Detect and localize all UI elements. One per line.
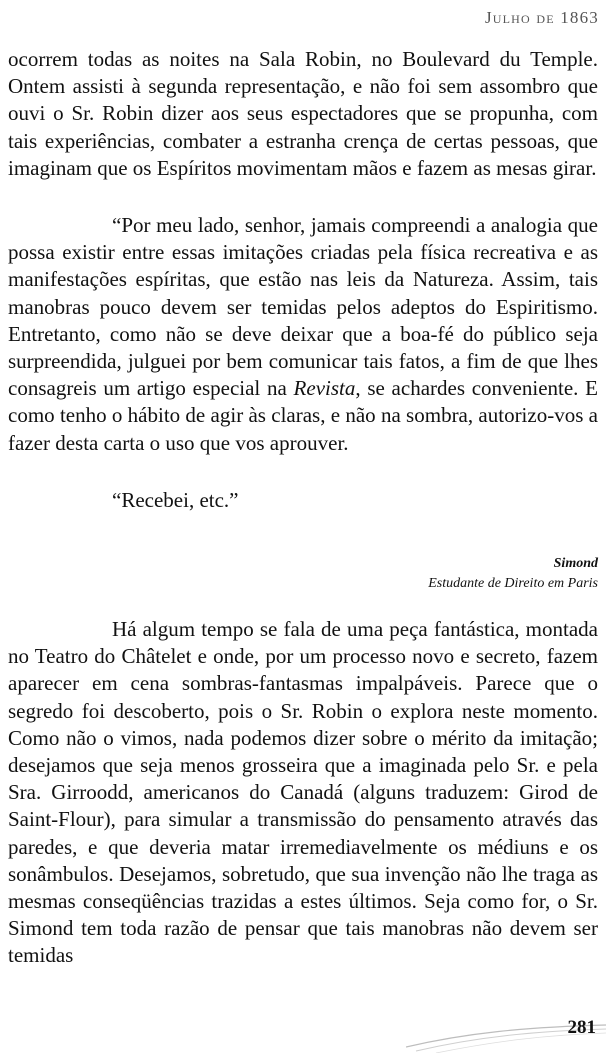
page-body	[8, 46, 598, 970]
paragraph-spacer	[8, 594, 598, 616]
revista-italic: Revista	[293, 376, 356, 401]
signature-affiliation: Estudante de Direito em Paris	[428, 576, 598, 592]
paragraph-1: ocorrem todas as noites na Sala Robin, no Boulevard du Temple. Ontem assisti à segunda representação, e não foi sem assombro que ouvi o Sr. Robin dizer aos seus espectadores que se propunha, com tais experiências, combater a estranha crença de certas pessoas, que imaginam que os Espíritos movimentam mãos e fazem as mesas girar.	[8, 47, 598, 180]
paragraph-spacer	[8, 514, 598, 554]
paragraph-4: Há algum tempo se fala de uma peça fantástica, montada no Teatro do Châtelet e onde, por um processo novo e secreto, fazem aparecer em cena sombras-fantasmas impalpáveis. Parece que o segredo foi descoberto, pois o Sr. Robin o explora neste momento. Como não o vimos, nada podemos dizer sobre o mérito da imitação; desejamos que seja menos grosseira que a imaginada pelo Sr. e pela Sra. Girroodd, americanos do Canadá (alguns traduzem: Girod de Saint-Flour), para simular a transmissão do pensamento através das paredes, e que deveria matar irremediavelmente os médiuns e os sonâmbulos. Desejamos, sobretudo, que sua invenção não lhe traga as mesmas conseqüências trazidas a estes últimos. Seja como for, o Sr. Simond tem toda razão de pensar que tais manobras não devem ser temidas	[8, 617, 598, 968]
paragraph-2	[8, 212, 598, 457]
closing-line: “Recebei, etc.”	[112, 487, 239, 512]
paragraph-spacer	[8, 457, 598, 487]
paragraph-spacer	[8, 182, 598, 212]
signature-name: Simond	[553, 556, 598, 572]
paragraph-2-text-before: “Por meu lado, senhor, jamais compreendi a analogia que possa existir entre essas imitações criadas pela física recreativa e as manifestações espíritas, que estão nas leis da Natureza. Assim, tais manobras pouco devem ser temidas pelos adeptos do Espiritismo. Entretanto, como não se deve deixar que a boa-fé do público seja surpreendida, julguei por bem comunicar tais fatos, a fim de que lhes consagreis um artigo especial na	[8, 213, 598, 401]
paragraph-2-text-after: , se achardes conveniente. E como tenho o hábito de agir às claras, e não na sombra, autorizo-vos a fazer desta carta o uso que vos aprouver.	[8, 376, 598, 455]
page-number: 281	[567, 1017, 596, 1038]
running-header: Julho de 1863	[484, 8, 599, 27]
